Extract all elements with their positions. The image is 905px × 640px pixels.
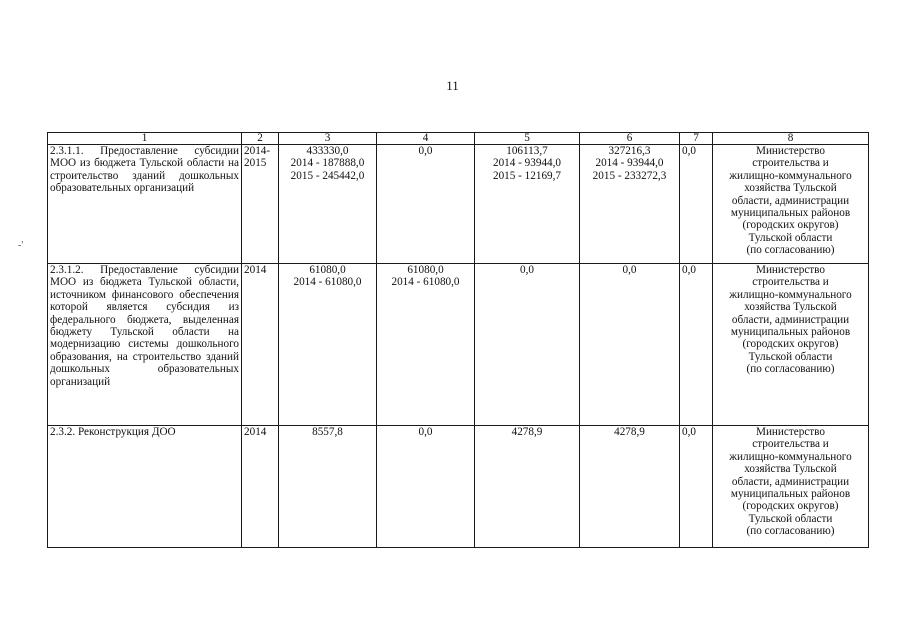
federal-funding-cell	[377, 264, 475, 426]
column-header-2: 2	[242, 133, 279, 145]
column-header-7: 7	[680, 133, 713, 145]
page-number: 11	[446, 78, 459, 93]
column-header-1: 1	[48, 133, 242, 145]
funding-value: 61080,0	[309, 264, 346, 276]
executor-cell	[713, 264, 869, 426]
executor-line: строительства и	[752, 157, 829, 170]
funding-value: 4278,9	[511, 426, 543, 438]
activity-name: 2.3.1.1. Предоставление субсидии МОО из бюджета Тульской области на строительство зданий дошкольных образовательных организаций	[50, 145, 239, 195]
executor-line: хозяйства Тульской	[744, 182, 837, 195]
column-header-8: 8	[713, 133, 869, 145]
executor-line: (городских округов)	[742, 338, 839, 351]
executor-line: области, администрации	[731, 475, 850, 488]
municipal-funding-cell	[580, 145, 680, 264]
column-header-3: 3	[279, 133, 377, 145]
funding-value: 2014 - 61080,0	[293, 276, 362, 289]
funding-value: 4278,9	[614, 426, 645, 438]
executor-line: хозяйства Тульской	[744, 301, 837, 314]
years-line: 2014	[244, 426, 267, 438]
funding-value: 0,0	[520, 264, 534, 276]
total-funding-cell	[279, 145, 377, 264]
funding-value: 433330,0	[306, 145, 349, 157]
funding-value: 0,0	[622, 264, 637, 276]
executor-line: строительства и	[752, 276, 829, 289]
header-row	[48, 133, 869, 145]
column-header-4: 4	[377, 133, 475, 145]
other-funding-cell: 0,0	[680, 264, 713, 426]
federal-funding-cell	[377, 145, 475, 264]
funding-value: 2014 - 61080,0	[391, 276, 460, 289]
other-funding-cell: 0,0	[680, 145, 713, 264]
executor-cell	[713, 426, 869, 548]
executor-line: (по согласованию)	[746, 244, 835, 257]
executor-line: области, администрации	[731, 194, 850, 207]
activity-name-cell	[48, 426, 242, 548]
years-cell	[242, 264, 279, 426]
funding-value: 8557,8	[312, 426, 343, 438]
regional-funding-cell	[475, 426, 580, 548]
municipal-funding-cell	[580, 426, 680, 548]
years-cell	[242, 426, 279, 548]
executor-line: строительства и	[752, 438, 829, 451]
scan-stray-mark: -'	[18, 240, 24, 251]
executor-line: Тульской области	[748, 350, 833, 363]
executor-line: области, администрации	[731, 313, 850, 326]
regional-funding-cell	[475, 264, 580, 426]
program-activities-table	[47, 132, 869, 548]
years-line: 2014-	[244, 145, 271, 157]
executor-line: хозяйства Тульской	[744, 463, 837, 476]
column-header-5: 5	[475, 133, 580, 145]
executor-line: жилищно-коммунального	[729, 288, 852, 301]
municipal-funding-cell	[580, 264, 680, 426]
executor-line: жилищно-коммунального	[729, 450, 852, 463]
other-funding-cell: 0,0	[680, 426, 713, 548]
executor-line: (по согласованию)	[746, 363, 835, 376]
federal-funding-cell	[377, 426, 475, 548]
column-header-6: 6	[580, 133, 680, 145]
executor-line: Министерство	[756, 426, 825, 438]
years-line: 2014	[244, 264, 267, 276]
funding-value: 61080,0	[407, 264, 444, 276]
regional-funding-cell	[475, 145, 580, 264]
executor-line: (городских округов)	[742, 500, 839, 513]
table-row	[48, 426, 869, 548]
funding-value: 2014 - 187888,0	[290, 157, 365, 170]
total-funding-cell	[279, 426, 377, 548]
total-funding-cell	[279, 264, 377, 426]
funding-value: 2014 - 93944,0	[492, 157, 562, 170]
table-row	[48, 264, 869, 426]
funding-value: 106113,7	[506, 145, 548, 157]
activity-name: 2.3.1.2. Предоставление субсидии МОО из бюджета Тульской области, источником финансового обеспечения которой является субсидия из федерального бюджета, выделенная бюджету Тульской области на модернизацию системы дошкольного образования, на строительство зданий дошкольных образовательных организаций	[50, 264, 239, 388]
activity-name: 2.3.2. Реконструкция ДОО	[50, 426, 176, 438]
executor-line: (по согласованию)	[746, 525, 835, 538]
table-row	[48, 145, 869, 264]
executor-cell	[713, 145, 869, 264]
executor-line: Министерство	[756, 145, 825, 157]
executor-line: (городских округов)	[742, 219, 839, 232]
executor-line: жилищно-коммунального	[729, 169, 852, 182]
funding-value: 0,0	[418, 145, 433, 157]
executor-line: муниципальных районов	[730, 488, 851, 501]
funding-value: 2015 - 245442,0	[290, 169, 365, 182]
executor-line: муниципальных районов	[730, 207, 851, 220]
years-cell	[242, 145, 279, 264]
years-line: 2015	[244, 157, 267, 170]
executor-line: Тульской области	[748, 512, 833, 525]
funding-value: 0,0	[418, 426, 433, 438]
funding-value: 327216,3	[608, 145, 651, 157]
activity-name-cell	[48, 145, 242, 264]
executor-line: Министерство	[756, 264, 825, 276]
executor-line: Тульской области	[748, 231, 833, 244]
funding-value: 2014 - 93944,0	[595, 157, 664, 170]
funding-value: 2015 - 233272,3	[592, 169, 667, 182]
executor-line: муниципальных районов	[730, 326, 851, 339]
activity-name-cell	[48, 264, 242, 426]
funding-value: 2015 - 12169,7	[492, 169, 562, 182]
